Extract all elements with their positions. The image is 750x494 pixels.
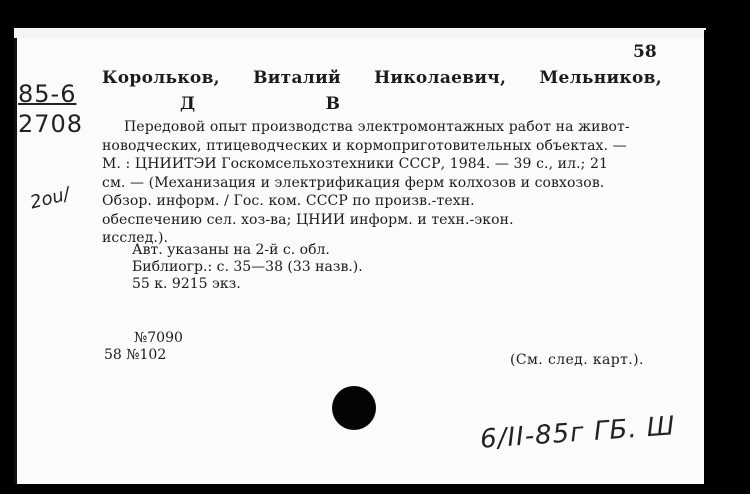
author-name-1: Виталий (253, 68, 341, 88)
author-patronymic-1: Николаевич, (374, 68, 507, 88)
card-notes (132, 242, 363, 293)
bibliographic-description (102, 118, 664, 248)
card-right-shadow (704, 30, 750, 486)
note-price-print-run: 55 к. 9215 экз. (132, 276, 241, 292)
body-line: исслед.). (102, 230, 169, 246)
author-heading (102, 68, 662, 88)
body-line: М. : ЦНИИТЭИ Госкомсельхозтехники СССР, 1984. — 39 с., ил.; 21 (102, 156, 609, 172)
note-authors: Авт. указаны на 2-й с. обл. (132, 242, 330, 258)
inventory-number-2: 58 №102 (104, 347, 167, 363)
note-bibliography: Библиогр.: с. 35—38 (33 назв.). (132, 259, 363, 275)
shelf-mark-top: 85-6 (18, 80, 77, 108)
body-line: см. — (Механизация и электрификация ферм колхозов и совхозов. (102, 174, 605, 191)
body-line: новодческих, птицеводческих и кормоприготовительных объектах. — (102, 137, 627, 154)
author-initials (180, 94, 340, 114)
see-next-card: (См. след. карт.). (510, 352, 644, 368)
inventory-number-1: №7090 (134, 330, 183, 346)
page-number: 58 (633, 42, 657, 62)
body-line: обеспечению сел. хоз-ва; ЦНИИ информ. и техн.-экон. (102, 211, 514, 228)
author-initial-2: В (325, 94, 340, 114)
bottom-handwritten-note: 6/II-85г ГБ. Ш (479, 411, 677, 455)
margin-handwritten-note: 2ou/ (28, 183, 72, 214)
author-surname-1: Корольков, (102, 68, 220, 88)
body-line: Передовой опыт производства электромонтажных работ на живот- (124, 119, 630, 135)
author-surname-2: Мельников, (539, 68, 662, 88)
body-line: Обзор. информ. / Гос. ком. СССР по произв.-техн. (102, 193, 475, 209)
punch-hole (332, 386, 376, 430)
author-initial-1: Д (180, 94, 196, 114)
shelf-mark-bottom: 2708 (18, 110, 84, 138)
